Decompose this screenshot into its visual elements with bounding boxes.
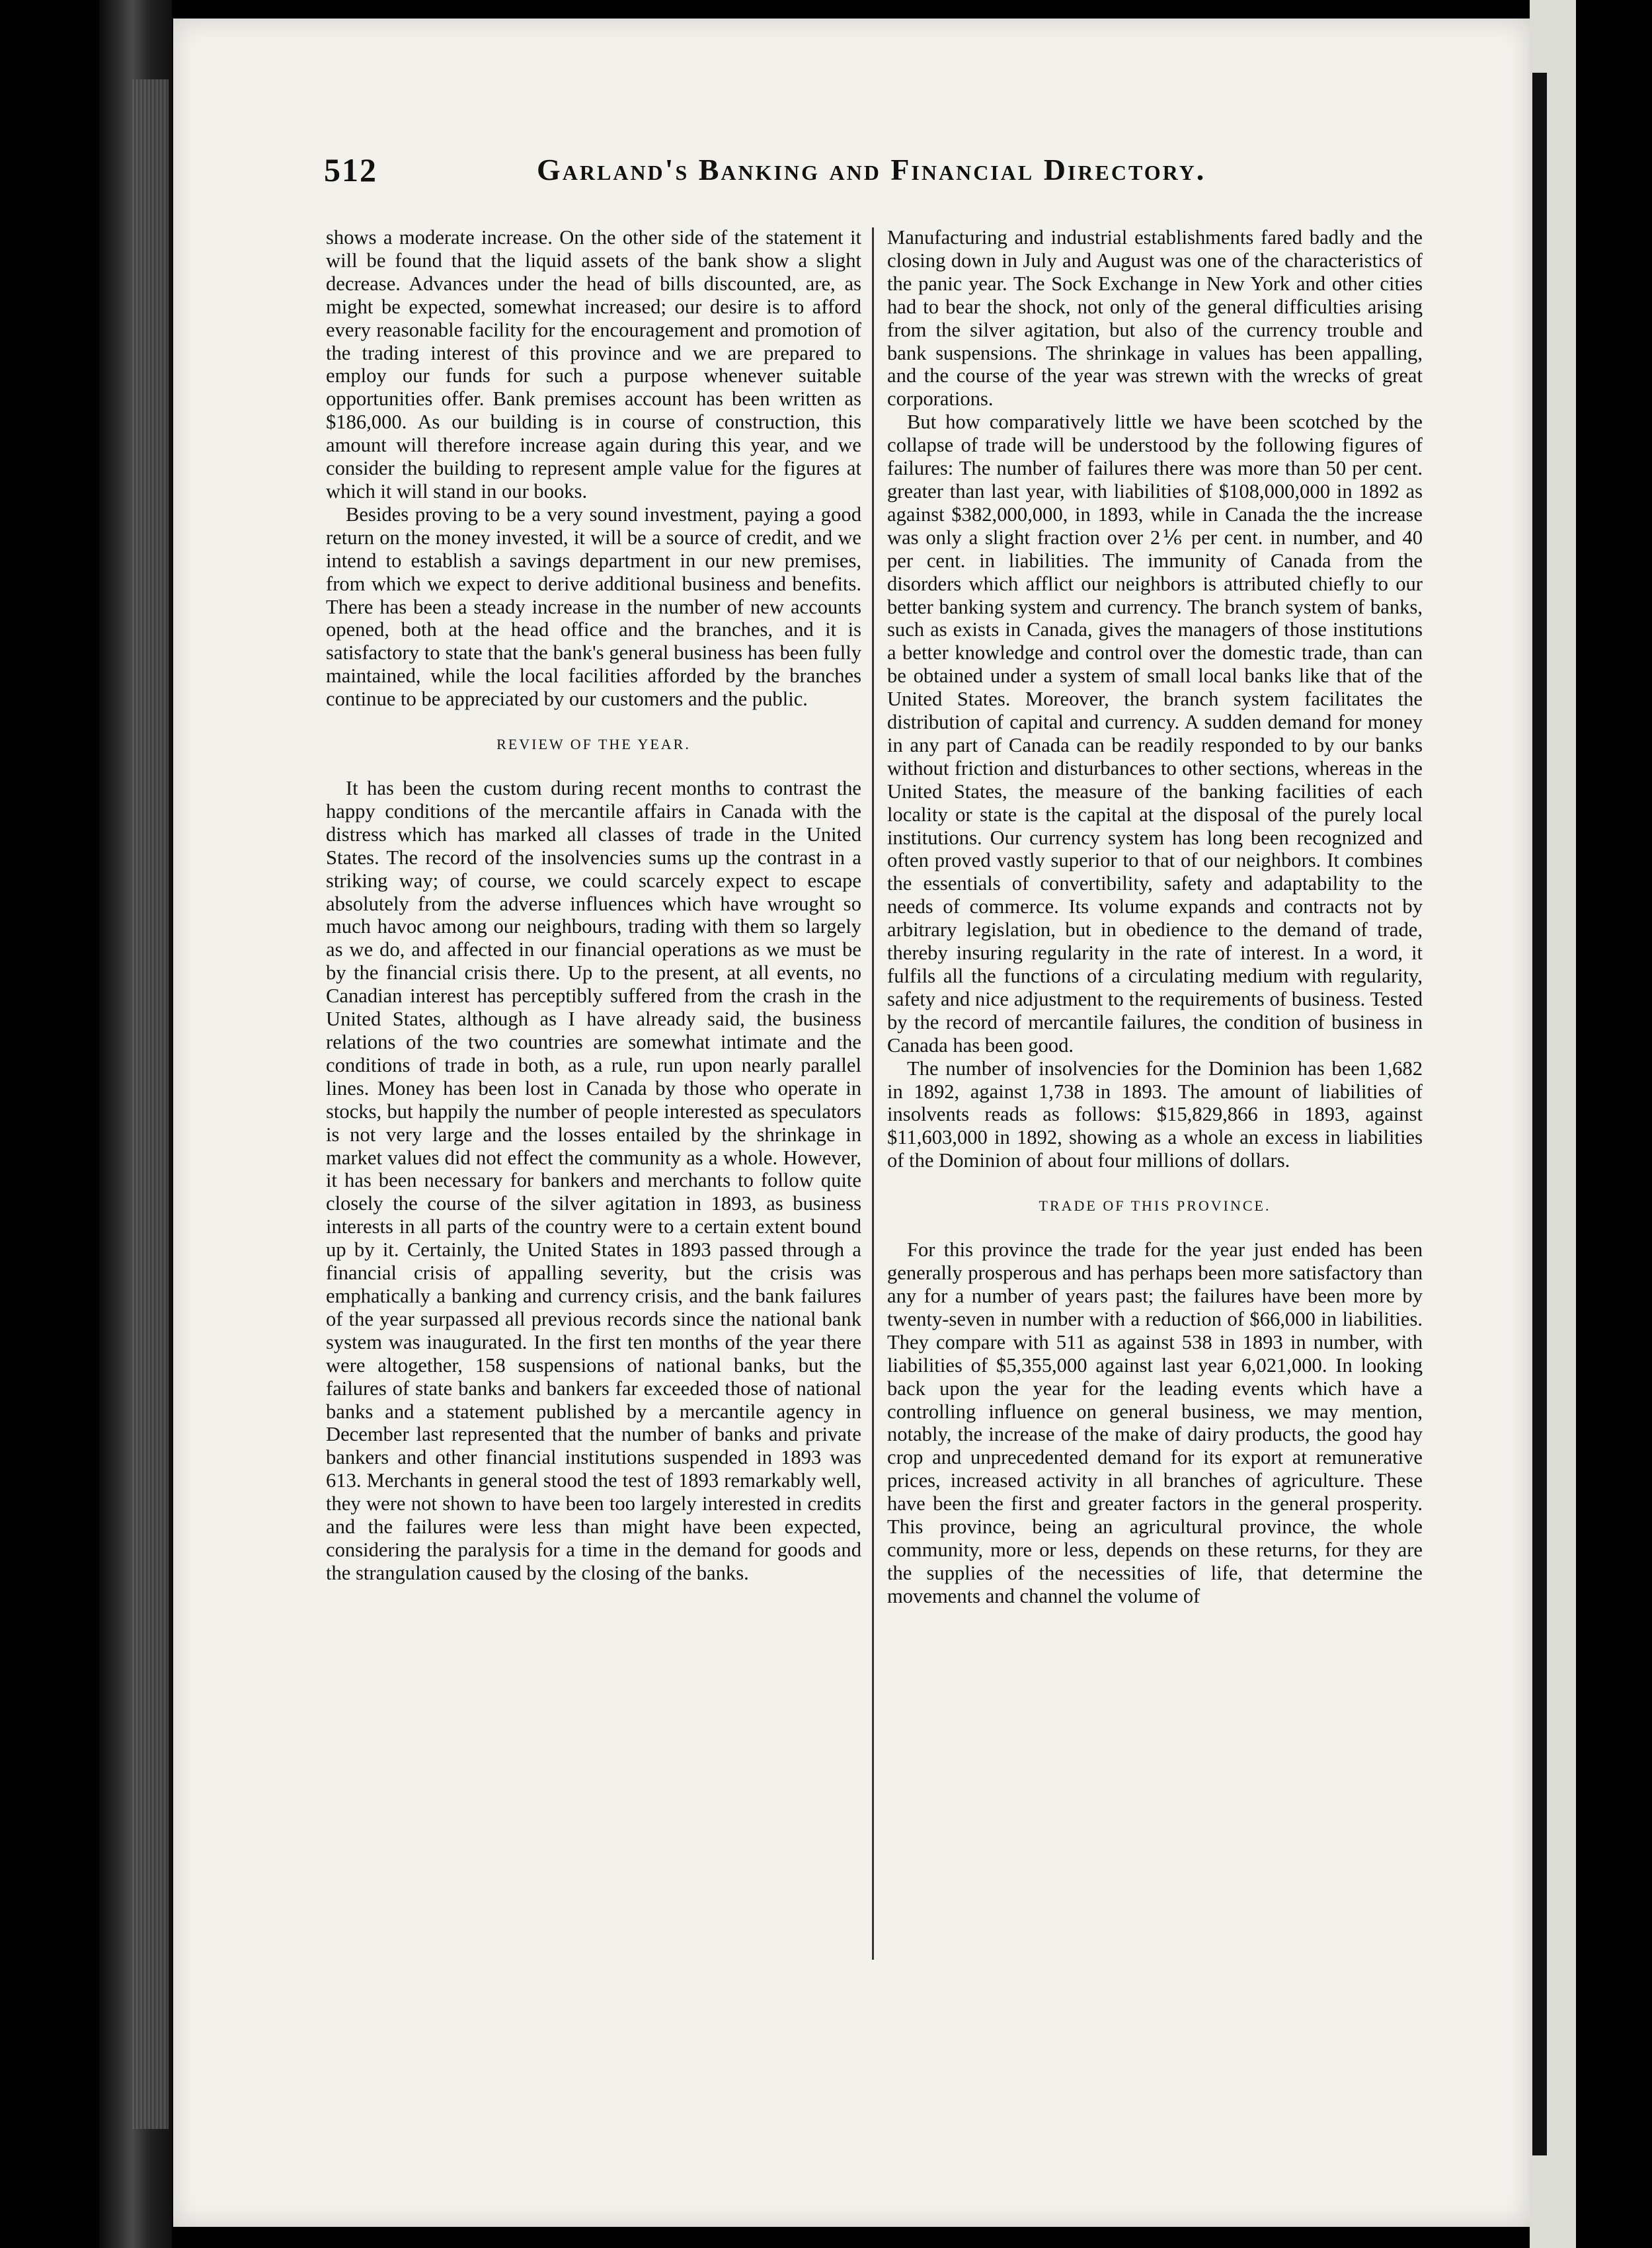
binding-shadow <box>1532 73 1547 2155</box>
page-edges <box>132 79 169 2129</box>
paragraph: The number of insolvencies for the Dominion has been 1,682 in 1892, against 1,738 in 1893. The amount of liabilities of insolvents reads as follows: $15,829,866 in 1893, against $11,603,000 in 1892, showing as a whole an excess in liabilities of the Dominion of about four millions of dollars. <box>887 1057 1423 1172</box>
section-heading-trade: TRADE OF THIS PROVINCE. <box>1039 1197 1271 1215</box>
page-number: 512 <box>324 151 377 188</box>
running-header <box>324 151 1474 210</box>
running-title: Garland's Banking and Financial Directory. <box>537 153 1206 186</box>
paragraph: shows a moderate increase. On the other side of the statement it will be found that the liquid assets of the bank show a slight decrease. Advances under the head of bills discounted, are, as might be expected, somewhat increased; our desire is to afford every reasonable facility for the encouragement and promotion of the trading interest of this province and we are prepared to employ our funds for such a purpose whenever suitable opportunities offer. Bank premises account has been written as $186,000. As our building is in course of construction, this amount will therefore increase again during this year, and we consider the building to represent ample value for the figures at which it will stand in our books. <box>326 226 861 502</box>
section-heading-review: REVIEW OF THE YEAR. <box>496 736 691 753</box>
paragraph: Manufacturing and industrial establishments fared badly and the closing down in July and August was one of the characteristics of the panic year. The Sock Exchange in New York and other cities had to bear the shock, not only of the general difficulties arising from the silver agitation, but also of the currency trouble and bank suspensions. The shrinkage in values has been appalling, and the course of the year was strewn with the wrecks of great corporations. <box>887 226 1423 411</box>
paragraph: It has been the custom during recent months to contrast the happy conditions of the mercantile affairs in Canada with the distress which has marked all classes of trade in the United States. The record of the insolvencies sums up the contrast in a striking way; of course, we could scarcely expect to escape absolutely from the adverse influences which have wrought so much havoc among our neighbours, trading with them so largely as we do, and affected in our financial operations as we must be by the financial crisis there. Up to the present, at all events, no Canadian interest has perceptibly suffered from the crash in the United States, although as I have already said, the business relations of the two countries are somewhat intimate and the conditions of trade in both, as a rule, run upon nearly parallel lines. Money has been lost in Canada by those who operate in stocks, but happily the number of people interested as speculators is not very large and the losses entailed by the shrinkage in market values did not effect the community as a whole. However, it has been necessary for bankers and merchants to follow quite closely the course of the silver agitation in 1893, as business interests in all parts of the country were to a certain extent bound up by it. Certainly, the United States in 1893 passed through a financial crisis of appalling severity, but the crisis was emphatically a banking and currency crisis, and the bank failures of the year surpassed all previous records since the national bank system was inaugurated. In the first ten months of the year there were altogether, 158 suspensions of national banks, but the failures of state banks and bankers far exceeded those of national banks and a statement published by a mercantile agency in December last represented that the number of banks and private bankers and other financial institutions suspended in 1893 was 613. Merchants in general stood the test of 1893 remarkably well, they were not shown to have been too largely interested in credits and the failures were less than might have been expected, considering the paralysis for a time in the demand for goods and the strangulation caused by the closing of the banks. <box>326 777 861 1584</box>
paragraph: But how comparatively little we have been scotched by the collapse of trade will be understood by the following figures of failures: The number of failures there was more than 50 per cent. greater than last year, with liabilities of $108,000,000 in 1892 as against $382,000,000, in 1893, while in Canada the the increase was only a slight fraction over 2⅙ per cent. in number, and 40 per cent. in liabilities. The immunity of Canada from the disorders which afflict our neighbors is attributed chiefly to our better banking system and currency. The branch system of banks, such as exists in Canada, gives the managers of those institutions a better knowledge and control over the domestic trade, than can be obtained under a system of small local banks like that of the United States. Moreover, the branch system facilitates the distribution of capital and currency. A sudden demand for money in any part of Canada can be readily responded to by our banks without friction and disturbances to other sections, whereas in the United States, the measure of the banking facilities of each locality or state is the capital at the disposal of the purely local institutions. Our currency system has long been recognized and often proved vastly superior to that of our neighbors. It combines the essentials of convertibility, safety and adaptability to the needs of commerce. Its volume expands and contracts not by arbitrary legislation, but in obedience to the demand of trade, thereby insuring regularity in the rate of interest. In a word, it fulfils all the functions of a circulating medium with regularity, safety and nice adjustment to the requirements of business. Tested by the record of mercantile failures, the condition of business in Canada has been good. <box>887 411 1423 1057</box>
paragraph: For this province the trade for the year just ended has been generally prosperous and has perhaps been more satisfactory than any for a number of years past; the failures have been more by twenty-seven in number with a reduction of $66,000 in liabilities. They compare with 511 as against 538 in 1893 in number, with liabilities of $5,355,000 against last year 6,021,000. In looking back upon the year for the leading events which have a controlling influence on general business, we may mention, notably, the increase of the make of dairy products, the good hay crop and unprecedented demand for its export at remunerative prices, increased activity in all branches of agriculture. These have been the first and greater factors in the general prosperity. This province, being an agricultural province, the whole community, more or less, depends on these returns, for they are the supplies of the necessities of life, that determine the movements and channel the volume of <box>887 1238 1423 1607</box>
right-column <box>887 226 1423 1608</box>
paragraph: Besides proving to be a very sound investment, paying a good return on the money invested, it will be a source of credit, and we intend to establish a savings department in our new premises, from which we expect to derive additional business and benefits. There has been a steady increase in the number of new accounts opened, both at the head office and the branches, and it is satisfactory to state that the bank's general business has been fully maintained, while the local facilities afforded by the branches continue to be appreciated by our customers and the public. <box>326 502 861 711</box>
scan-border-right <box>1576 0 1652 2248</box>
left-column <box>326 226 861 1585</box>
column-rule <box>872 227 874 1960</box>
